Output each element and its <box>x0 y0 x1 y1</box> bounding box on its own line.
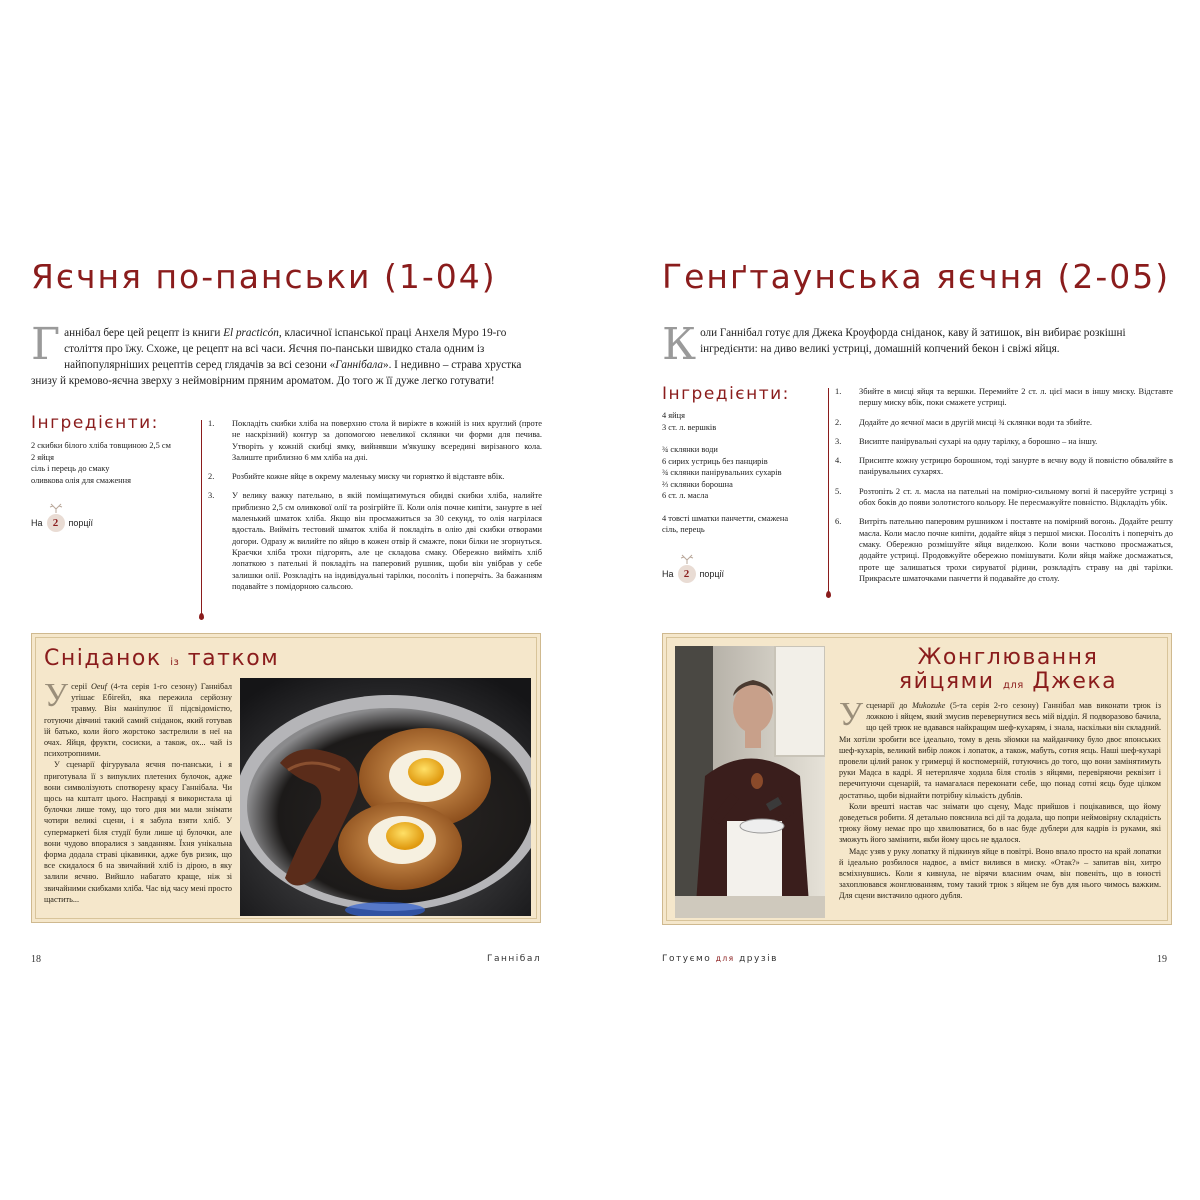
page-number-right: 19 <box>1157 954 1167 965</box>
divider-left <box>201 420 202 615</box>
step-text: Збийте в мисці яйця та вершки. Перемийте 2 ст. л. цієї маси в іншу миску. Відставте першу миску вбік, поки смажете устриці. <box>859 387 1173 408</box>
step-text: Витріть пательню паперовим рушником і поставте на помірний вогонь. Додайте решту масла. Коли масло почне кипіти, додайте яйця з першої миски. Посоліть і поперчіть до смаку. Обережно розмішуйте яйця виделкою. Коли вони частково просмажаться, додайте устриці. Продовжуйте обережно помішувати. Коли яйця майже досмажаться, проте ще залишаться трохи сируватої рідини, розкладіть страву на дві тарілки. Прикрасьте шматочками панчетти й подавайте до столу. <box>859 517 1173 583</box>
page-number-left: 18 <box>31 954 41 965</box>
ingredient-item: 4 товсті шматки панчетти, смажена <box>662 513 789 523</box>
ingredient-item: 4 яйця <box>662 411 685 420</box>
step-number: 3. <box>208 491 215 501</box>
sidebar-text-right: У сценарії до Mukozuke (5-та серія 2-го сезону) Ганнібал мав виконати трюк із ложкою і яйцем, який змусив перевернутися весь мій відділ. Я подворазово бачила, що цей трюк не вдавався найкращим шеф-кухарям, і знала, наскільки він складний. Ми хотіли зробити все ідеально, тому в день зйомки на майданчику було двоє японських шеф-кухарів, великий вибір ложок і лопаток, а також, мабуть, сотня яєць. Наші шеф-кухарі провели цілий ранок у гримерці й костюмерній, готуючись до того, що вони замінятимуть руки Мадса в кадрі. Я нетерпляче ходила біля столів з яйцями, перевіряючи реквізит і перечитуючи сценарій, та намагалася переконати себе, що понад сотні яєць буде цілком достатньо, щоби віднайти потрібну кількість дублів. Коли врешті настав час знімати цю сцену, Мадс прийшов і поцікавився, що йому доведеться робити. Я детально пояснила всі дії та додала, що попри неймовірну складність трюку йому немає про що хвилюватися, бо в нас буде дублери для кадрів із руками, які зможуть його замінити, якби йому щось не вдалося. Мадс узяв у руку лопатку й підкинув яйце в повітрі. Воно впало просто на край лопатки й ідеально розбилося надвоє, а вміст вилився в миску. «Отак?» – запитав він, хитро всміхнувшись. Коли я кивнула, не вірячи власним очам, він повеніть, що в юності захоплювався жонглюванням, тому такий трюк з яйцем не був для нього чимось важким. Для сцени вистачило одного дубля. <box>839 696 1161 901</box>
ingredient-item: ¾ склянки води <box>662 445 718 454</box>
step-number: 5. <box>835 486 842 496</box>
recipe-title-left: Яєчня по-панськи (1-04) <box>31 257 497 296</box>
recipe-step <box>835 486 1173 509</box>
chef-juggling-image <box>675 646 825 918</box>
step-text: Присипте кожну устрицю борошном, тоді занурте в яєчну воду й повністю обваляйте в панірувальних сухарях. <box>859 456 1173 477</box>
ingredient-item: 6 сирих устриць без панцирів <box>662 456 768 466</box>
recipe-title-right: Генґтаунська яєчня (2-05) <box>662 257 1171 296</box>
juggling-photo <box>675 646 825 918</box>
steps-list-left <box>208 418 542 600</box>
ingredient-item: 3 ст. л. вершків <box>662 422 717 432</box>
recipe-step <box>835 417 1173 428</box>
ingredient-item: ¾ склянки панірувальних сухарів <box>662 468 782 477</box>
recipe-step <box>835 516 1173 584</box>
servings-number: 2 <box>678 565 696 583</box>
intro-right: Коли Ганнібал готує для Джека Кроуфорда сніданок, каву й затишок, він вибирає розкішні інгредієнти: на диво великі устриці, домашній копчений бекон і свіжі яйця. <box>662 319 1126 370</box>
ingredient-item <box>662 433 822 444</box>
recipe-step <box>208 471 542 482</box>
step-number: 4. <box>835 456 842 466</box>
ingredients-title-right: Інгредієнти: <box>662 384 790 404</box>
recipe-step <box>835 436 1173 447</box>
sidebar-title-left: Сніданок із татком <box>44 646 280 671</box>
servings-right: На 2 порції <box>662 565 724 583</box>
sidebar-text-left: У серії Oeuf (4-та серія 1-го сезону) Ганнібал утішає Ебігейл, яка пережила серйозну травму. Він маніпулює її підсвідомістю, готуючи дівчині такий самий сніданок, який готував їй батько, коли його жорстоко застрелили в неї на очах. Яйця, фрукти, сосиски, а також, ох... чай із психотропними. У сценарії фігурувала яєчня по-панськи, і я приготувала її з випуклих плетених булочок, адже вони символізують спотворену красу Ганнібала. Чи щось на кшталт цього. Насправді я використала ці булочки лише тому, що того дня ми мали знімати чотири великі сцени, і я забула взяти хліб. У супермаркеті біля студії були лише ці булочки, але вони чудово впоралися з завданням. Їхня унікальна форма додала страві цікавинки, адже був ризик, що все скидалося б на звичайний хліб із дірою, в яку залили яєчню. Вийшло набагато краще, ніж зі звичайними скибками хліба. Час від часу мені просто щастить... <box>44 677 232 904</box>
ingredient-item: ⅔ склянки борошна <box>662 479 733 489</box>
ingredient-item: 2 яйця <box>31 452 54 462</box>
running-head-left: Ганнібал <box>487 954 542 964</box>
ingredient-item: 2 скибки білого хліба товщиною 2,5 см <box>31 441 171 450</box>
ingredients-list-left <box>31 440 201 486</box>
sidebar-title-right: Жонглювання яйцями для Джека <box>898 645 1118 694</box>
step-number: 2. <box>835 417 842 427</box>
steps-list-right <box>835 386 1173 592</box>
recipe-step <box>835 386 1173 409</box>
recipe-step <box>208 490 542 592</box>
recipe-step <box>208 418 542 463</box>
right-page <box>600 0 1200 1200</box>
step-number: 2. <box>208 472 215 482</box>
divider-right <box>828 388 829 593</box>
intro-left: Ганнібал бере цей рецепт із книги El practicón, класичної іспанської праці Анхеля Муро 19-го століття про їжу. Схоже, це рецепт на всі часи. Яєчня по-панськи швидко стала одним із найпопулярніших рецептів серед глядачів за всі сезони «Ганнібала». І недивно – страва хрустка знизу й кремово-яєчна зверху з неймовірним пряним ароматом. До того ж її дуже легко готувати! <box>31 319 522 387</box>
ingredient-item: сіль, перець <box>662 525 705 534</box>
ingredient-item: сіль і перець до смаку <box>31 464 110 473</box>
servings-number: 2 <box>47 514 65 532</box>
servings-left: На 2 порції <box>31 514 93 532</box>
dropcap-left: Г <box>31 319 61 370</box>
step-number: 3. <box>835 436 842 446</box>
ingredient-item: 6 ст. л. масла <box>662 491 709 500</box>
dropcap-right: К <box>662 319 697 370</box>
step-text: У велику важку пательню, в якій поміщатимуться обидві скибки хліба, налийте приблизно 2,5 см оливкової олії та розігрійте її. Коли олія почне кипіти, занурте в неї маленький шматок хліба. Якщо він просмажиться за 30 секунд, то олія нагрілася вдосталь. Вийміть тестовий шматок хліба й покладіть в олію дві скибки отворами догори. Одразу ж вилийте по яйцю в кожен отвір й смажте, поки білки не згорнуться. Краєчки хліба трохи підгорять, але це складова смаку. Обережно вийміть хліб лопаткою з пательні й покладіть на паперовий рушник, щоби він увібрав у себе залишки олії. Розкладіть на індивідуальні тарілки, посоліть і поперчіть. За бажанням подавайте з помідорною сальсою. <box>232 491 542 591</box>
recipe-step <box>835 455 1173 478</box>
step-number: 1. <box>208 419 215 428</box>
step-number: 1. <box>835 387 842 396</box>
step-text: Висипте панірувальні сухарі на одну тарілку, а борошно – на іншу. <box>859 436 1098 446</box>
step-text: Покладіть скибки хліба на поверхню стола й виріжте в кожній із них круглий (проте не наскрізний) контур за допомогою невеликої склянки чи форми для печива. Утворіть у кожній скибці ямку, вийнявши м'якушку всередині вирізаного кола. Залиште приблизно 6 мм хліба на дні. <box>232 419 542 462</box>
step-text: Розбийте кожне яйце в окрему маленьку миску чи горнятко й відставте вбік. <box>232 472 505 482</box>
ingredients-list-right <box>662 410 822 536</box>
frying-pan-image <box>240 678 531 916</box>
step-number: 6. <box>835 517 842 527</box>
running-head-right: Готуємо для друзів <box>662 954 778 964</box>
antler-icon <box>678 554 696 564</box>
antler-icon <box>47 503 65 513</box>
step-text: Додайте до яєчної маси в другій мисці ¾ склянки води та збийте. <box>859 417 1093 427</box>
ingredient-item <box>662 502 822 513</box>
egg-in-bread-photo <box>240 678 531 916</box>
sidebar-right <box>662 633 1172 925</box>
ingredients-title-left: Інгредієнти: <box>31 413 159 433</box>
sidebar-left <box>31 633 541 923</box>
step-text: Розтопіть 2 ст. л. масла на пательні на помірно-сильному вогні й пасеруйте устриці з обох боків до появи золотистого кольору. Не пересмажуйте повністю. Відкладіть убік. <box>859 486 1173 508</box>
ingredient-item: оливкова олія для смаження <box>31 475 131 485</box>
